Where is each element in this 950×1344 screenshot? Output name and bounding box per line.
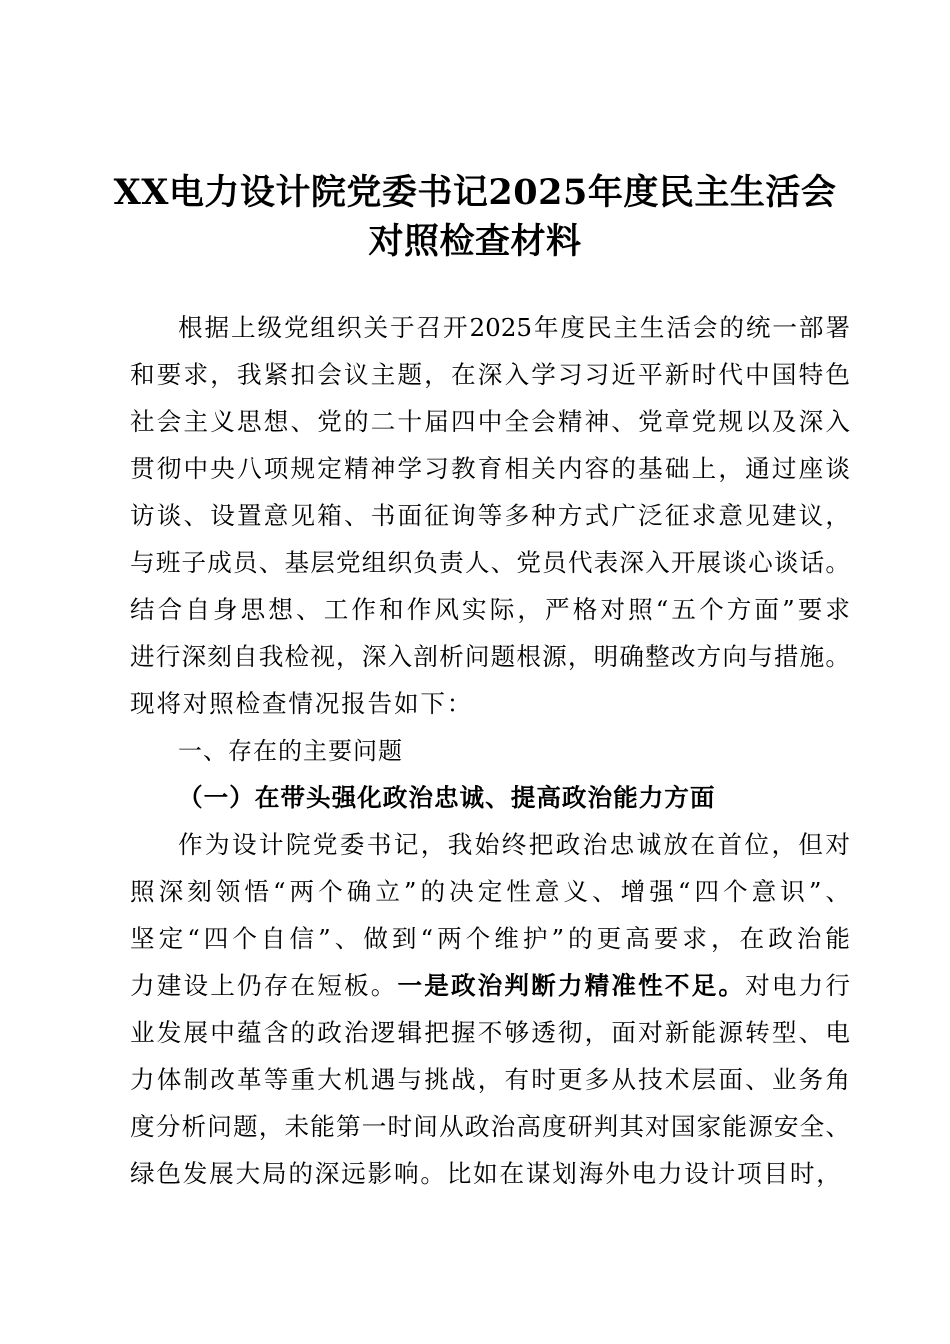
emphasis-text: 一是政治判断力精准性不足。 [397,971,746,1000]
body-line: 业发展中蕴含的政治逻辑把握不够透彻，面对新能源转型、电 [130,1018,850,1047]
body-line: 力体制改革等重大机遇与挑战，有时更多从技术层面、业务角 [130,1065,850,1094]
body-text: 力建设上仍存在短板。 [130,971,398,1000]
body-line: 坚定“四个自信”、做到“两个维护”的更高要求，在政治能 [130,924,850,953]
intro-line: 与班子成员、基层党组织负责人、党员代表深入开展谈心谈话。 [130,548,850,577]
intro-line: 结合自身思想、工作和作风实际，严格对照“五个方面”要求 [130,595,850,624]
body-text: 对电力行 [745,971,850,1000]
subsection-heading: （一）在带头强化政治忠诚、提高政治能力方面 [178,783,716,812]
body-line: 绿色发展大局的深远影响。比如在谋划海外电力设计项目时， [130,1159,843,1188]
body-line: 度分析问题，未能第一时间从政治高度研判其对国家能源安全、 [130,1112,850,1141]
section-heading: 一、存在的主要问题 [178,737,403,765]
body-line: 作为设计院党委书记，我始终把政治忠诚放在首位，但对 [178,830,850,859]
intro-line: 访谈、设置意见箱、书面征询等多种方式广泛征求意见建议， [130,501,850,530]
body-line: 照深刻领悟“两个确立”的决定性意义、增强“四个意识”、 [130,877,850,906]
body-line-with-emphasis [130,970,850,1002]
document-title-line-2: 对照检查材料 [368,221,582,262]
intro-line: 根据上级党组织关于召开2025年度民主生活会的统一部署 [178,313,850,342]
intro-line: 现将对照检查情况报告如下： [130,689,474,718]
intro-line: 和要求，我紧扣会议主题，在深入学习习近平新时代中国特色 [130,360,850,389]
document-title-line-1: XX电力设计院党委书记2025年度民主生活会 [113,172,837,213]
intro-line: 贯彻中央八项规定精神学习教育相关内容的基础上，通过座谈 [130,454,850,483]
intro-line: 进行深刻自我检视，深入剖析问题根源，明确整改方向与措施。 [130,642,850,671]
intro-line: 社会主义思想、党的二十届四中全会精神、党章党规以及深入 [130,407,850,436]
